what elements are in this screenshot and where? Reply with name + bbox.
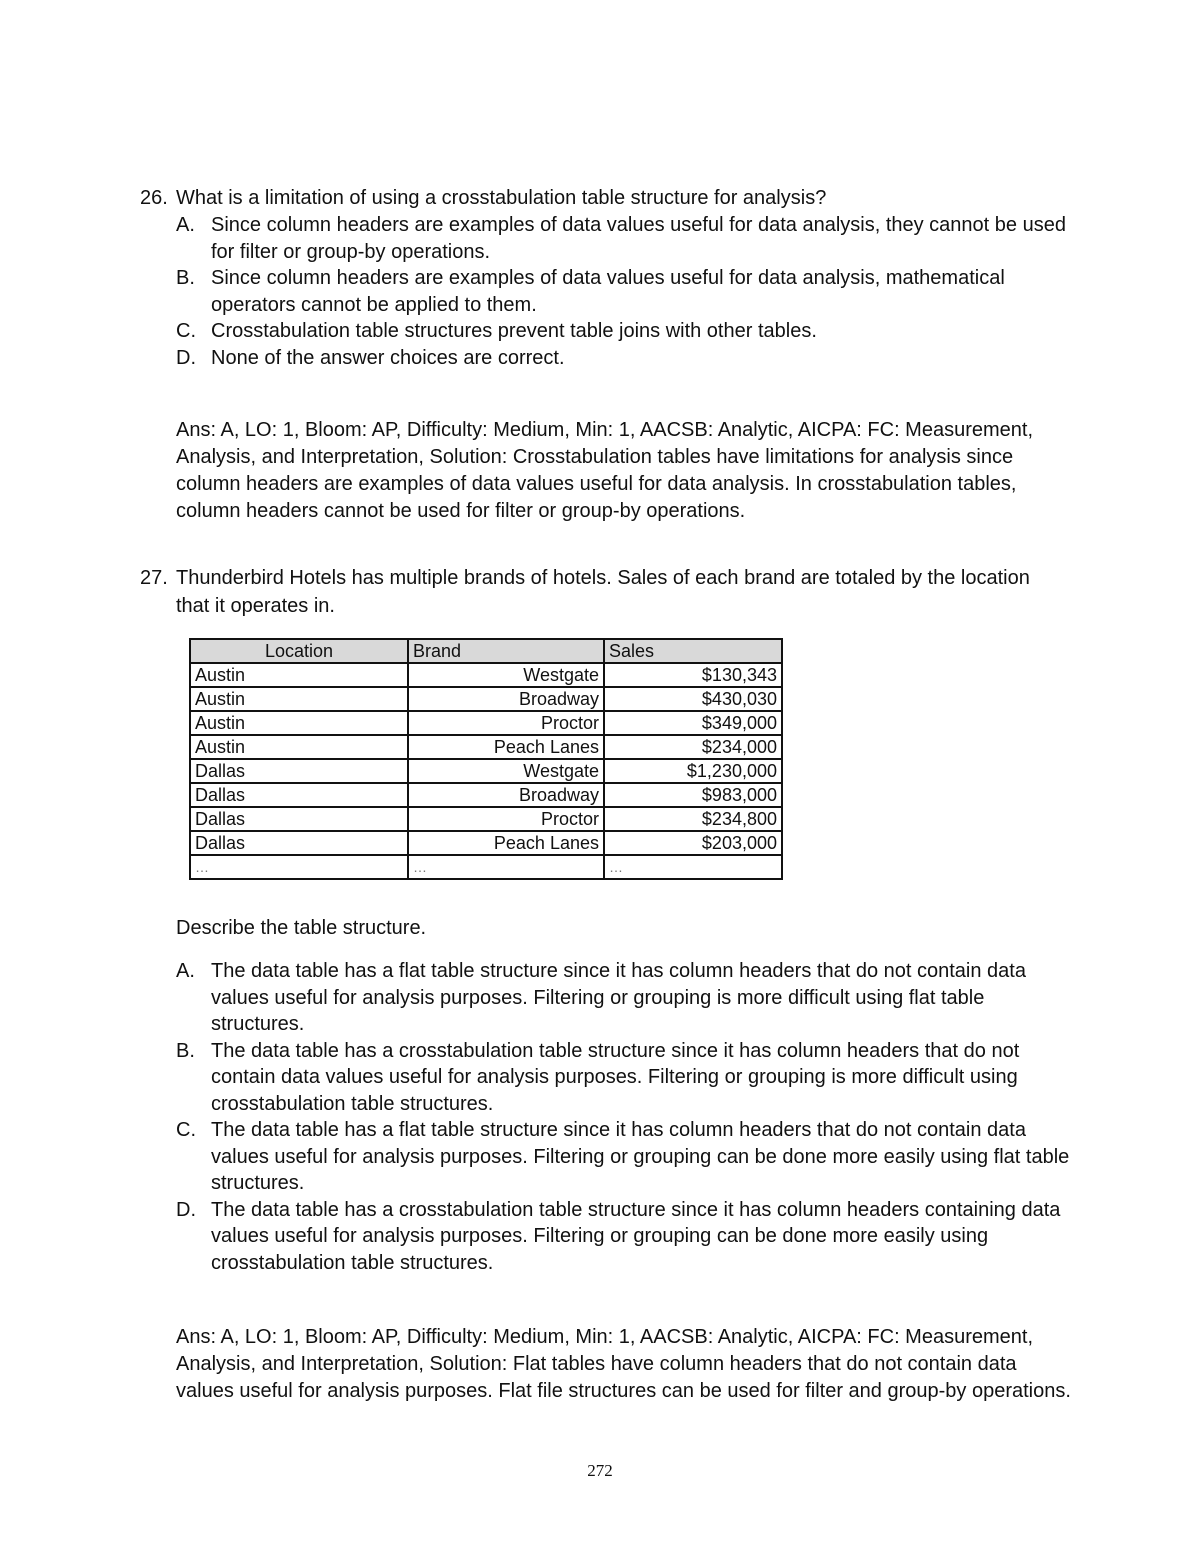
choice-letter: B. <box>176 1039 195 1062</box>
header-sales: Sales <box>604 639 782 663</box>
choice-letter: A. <box>176 960 195 982</box>
choice-b <box>176 265 1070 318</box>
question-text: Thunderbird Hotels has multiple brands of hotels. Sales of each brand are totaled by the location that it operates in. <box>176 567 1030 617</box>
choice-letter: C. <box>176 1119 196 1141</box>
choice-a <box>176 212 1070 265</box>
answer-27: Ans: A, LO: 1, Bloom: AP, Difficulty: Medium, Min: 1, AACSB: Analytic, AICPA: FC: Measurement, Analysis, and Interpretation, Solution: Flat tables have column headers that do not contain data values useful for analysis purposes. Flat file structures can be used for filter and group-by operations. <box>176 1326 1071 1402</box>
table-row <box>190 855 782 879</box>
cell-sales: … <box>604 855 782 879</box>
choice-letter: A. <box>176 214 195 236</box>
cell-location: Dallas <box>190 783 408 807</box>
cell-location: Austin <box>190 735 408 759</box>
cell-brand: Broadway <box>408 783 604 807</box>
cell-brand: Peach Lanes <box>408 735 604 759</box>
cell-sales: $130,343 <box>604 663 782 687</box>
cell-location: Austin <box>190 687 408 711</box>
cell-location: Dallas <box>190 831 408 855</box>
cell-sales: $349,000 <box>604 711 782 735</box>
choice-c <box>176 318 1070 345</box>
question-27-choices <box>140 958 1070 1276</box>
cell-sales: $983,000 <box>604 783 782 807</box>
question-prompt: Describe the table structure. <box>176 917 427 939</box>
table-row <box>190 687 782 711</box>
choice-letter: D. <box>176 1198 196 1221</box>
cell-sales: $1,230,000 <box>604 759 782 783</box>
table-header-row <box>190 639 782 663</box>
question-26 <box>140 184 1070 371</box>
cell-brand: Westgate <box>408 663 604 687</box>
table-row <box>190 807 782 831</box>
cell-brand: Westgate <box>408 759 604 783</box>
cell-brand: Proctor <box>408 711 604 735</box>
choice-text: The data table has a flat table structure since it has column headers that do not contain data values useful for analysis purposes. Filtering or grouping is more difficult using flat table structures. <box>211 960 1026 1035</box>
choice-a <box>176 958 1070 1038</box>
choice-text: The data table has a crosstabulation table structure since it has column headers containing data values useful for analysis purposes. Filtering or grouping can be done more easily using crosstabulation table structures. <box>211 1198 1061 1274</box>
cell-sales: $234,000 <box>604 735 782 759</box>
table-row <box>190 783 782 807</box>
cell-location: Austin <box>190 711 408 735</box>
page-number: 272 <box>587 1461 613 1480</box>
choice-text: The data table has a crosstabulation table structure since it has column headers that do not contain data values useful for analysis purposes. Filtering or grouping is more difficult using crosstabulation table structures. <box>211 1039 1020 1115</box>
table-row <box>190 735 782 759</box>
choice-text: Crosstabulation table structures prevent table joins with other tables. <box>211 320 817 342</box>
question-number: 26. <box>140 187 168 209</box>
choice-d <box>176 345 1070 372</box>
choice-text: None of the answer choices are correct. <box>211 346 565 369</box>
table-row <box>190 759 782 783</box>
choice-letter: D. <box>176 346 196 369</box>
cell-brand: Proctor <box>408 807 604 831</box>
cell-sales: $430,030 <box>604 687 782 711</box>
table-row <box>190 663 782 687</box>
question-text: What is a limitation of using a crosstabulation table structure for analysis? <box>176 187 827 209</box>
choice-text: The data table has a flat table structure since it has column headers that do not contain data values useful for analysis purposes. Filtering or grouping can be done more easily using flat table structures. <box>211 1119 1070 1194</box>
choice-c <box>176 1117 1070 1197</box>
header-brand: Brand <box>408 639 604 663</box>
question-27 <box>140 564 1060 620</box>
cell-sales: $234,800 <box>604 807 782 831</box>
answer-26: Ans: A, LO: 1, Bloom: AP, Difficulty: Medium, Min: 1, AACSB: Analytic, AICPA: FC: Measurement, Analysis, and Interpretation, Solution: Crosstabulation tables have limitations for analysis since column headers are examples of data values useful for data analysis. In crosstabulation tables, column headers cannot be used for filter or group-by operations. <box>176 419 1034 522</box>
cell-location: Austin <box>190 663 408 687</box>
cell-sales: $203,000 <box>604 831 782 855</box>
cell-brand: Peach Lanes <box>408 831 604 855</box>
choice-b <box>176 1038 1070 1118</box>
table-row <box>190 711 782 735</box>
cell-brand: … <box>408 855 604 879</box>
header-location: Location <box>190 639 408 663</box>
choice-text: Since column headers are examples of data values useful for data analysis, mathematical operators cannot be applied to them. <box>211 267 1005 316</box>
table-row <box>190 831 782 855</box>
cell-location: Dallas <box>190 759 408 783</box>
choice-letter: B. <box>176 267 195 289</box>
sales-table <box>189 638 783 880</box>
choice-letter: C. <box>176 320 196 342</box>
question-number: 27. <box>140 567 168 589</box>
cell-location: … <box>190 855 408 879</box>
choice-d <box>176 1197 1070 1277</box>
choice-text: Since column headers are examples of data values useful for data analysis, they cannot be used for filter or group-by operations. <box>211 214 1066 263</box>
cell-location: Dallas <box>190 807 408 831</box>
cell-brand: Broadway <box>408 687 604 711</box>
